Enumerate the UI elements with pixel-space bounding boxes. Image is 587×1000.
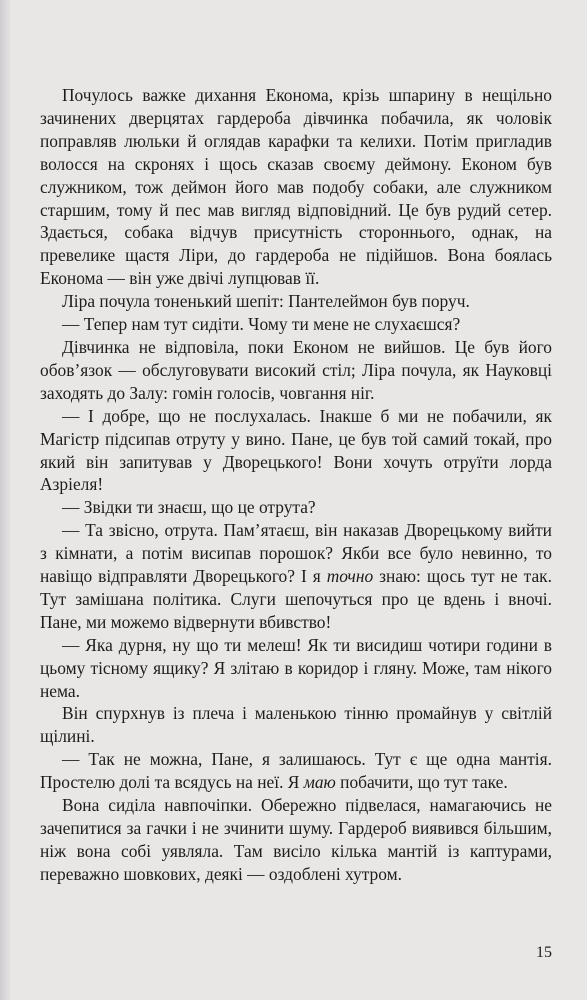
emphasized-text: маю — [303, 772, 336, 793]
text-run: — І добре, що не послухалась. Інакше б ми не побачили, як Магістр підсипав отруту у вино. Пане, це був той самий токай, про який він запитував у Дворецького! Вони хочуть отруїти лорда Азріеля! — [40, 405, 552, 495]
paragraph — [40, 84, 552, 290]
text-run: Вона сиділа навпочіпки. Обережно підвелася, намагаючись не зачепитися за гачки і не зчинити шуму. Гардероб виявився більшим, ніж вона собі уявляла. Там висіло кілька мантій із каптурами, переважно шовкових, деякі — оздоблені хутром. — [40, 795, 552, 884]
page-number: 15 — [536, 944, 552, 961]
paragraph — [40, 748, 552, 794]
paragraph — [40, 634, 552, 703]
paragraph — [40, 702, 552, 748]
text-run: — Тепер нам тут сидіти. Чому ти мене не слухаєшся? — [62, 314, 461, 335]
paragraph — [40, 496, 552, 519]
book-text — [40, 84, 552, 886]
page-edge-shadow — [0, 0, 10, 1000]
text-run: Ліра почула тоненький шепіт: Пантелеймон був поруч. — [62, 291, 470, 312]
text-run: — Так не можна, Пане, я залишаюсь. Тут є ще одна мантія. Простелю долі та всядусь на неї. Я — [40, 749, 552, 793]
text-run: — Звідки ти знаєш, що це отрута? — [62, 497, 316, 518]
paragraph — [40, 519, 552, 634]
text-run: — Яка дурня, ну що ти мелеш! Як ти висидиш чотири години в цьому тісному ящику? Я злітаю в коридор і гляну. Може, там нікого нема. — [40, 634, 552, 701]
emphasized-text: точно — [326, 566, 374, 587]
paragraph — [40, 313, 552, 336]
text-run: Дівчинка не відповіла, поки Економ не вийшов. Це був його обов’язок — обслуговувати високий стіл; Ліра почула, як Науковці заходять до Залу: гомін голосів, човгання ніг. — [40, 336, 552, 403]
paragraph — [40, 405, 552, 497]
paragraph — [40, 794, 552, 886]
text-run: Почулось важке дихання Економа, крізь шпарину в нещільно зачинених дверцятах гардероба дівчинка побачила, як чоловік поправляв люльки й оглядав карафки та келихи. Потім пригладив волосся на скронях і щось сказав своєму деймону. Економ був служником, тож деймон його мав подобу собаки, але служником старшим, тому й пес мав вигляд відповідний. Це був рудий сетер. Здається, собака відчув присутність стороннього, однак, на превелике щастя Ліри, до гардероба не підійшов. Вона боялась Економа — він уже двічі лупцював її. — [40, 85, 552, 289]
text-run: побачити, що тут таке. — [335, 772, 508, 793]
text-run: знаю: щось тут не так. Тут замішана політика. Слуги шепочуться про це вдень і вночі. Пане, ми можемо відвернути вбивство! — [40, 566, 552, 632]
paragraph — [40, 290, 552, 313]
text-run: Він спурхнув із плеча і маленькою тінню промайнув у світлій щілині. — [40, 703, 552, 747]
paragraph — [40, 336, 552, 405]
text-run: — Та звісно, отрута. Пам’ятаєш, він наказав Дворецькому вийти з кімнати, а потім висипав порошок? Якби все було невинно, то навіщо відправляти Дворецького? І я — [40, 520, 552, 587]
